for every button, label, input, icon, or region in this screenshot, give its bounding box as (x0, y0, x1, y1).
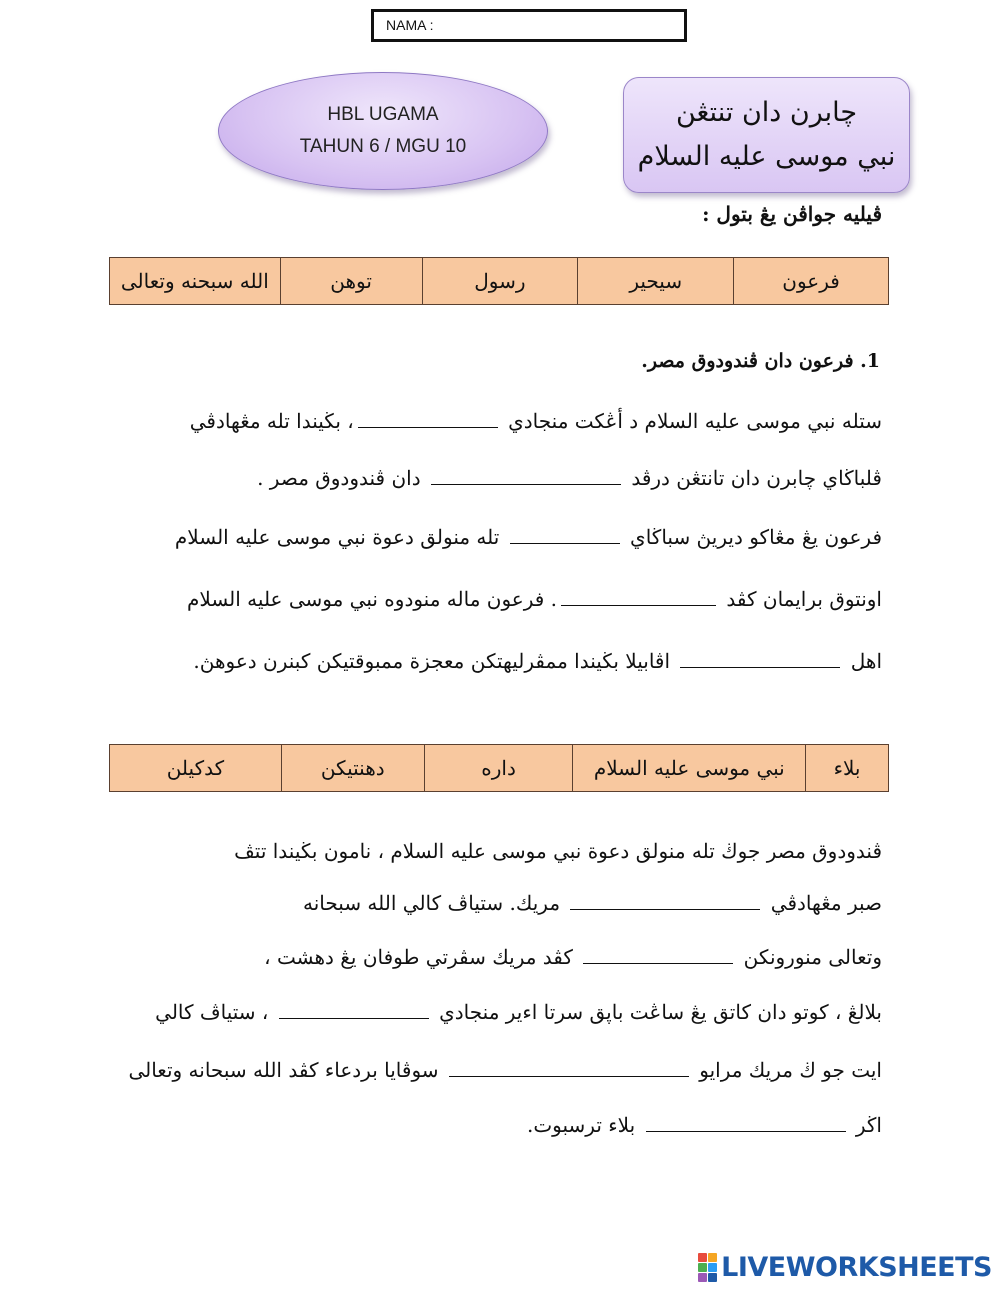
header-ellipse (218, 72, 548, 190)
sentence-fragment: صبر مڠهادڤي (764, 891, 882, 915)
word-bank-2-cell: داره (424, 745, 573, 792)
answer-blank[interactable] (279, 1000, 429, 1019)
answer-blank[interactable] (449, 1058, 689, 1077)
name-label: NAMA : (386, 17, 434, 33)
answer-blank[interactable] (570, 891, 760, 910)
title-line-2: نبي موسى عليه السلام (637, 141, 896, 172)
answer-blank[interactable] (646, 1113, 846, 1132)
section-1-line (190, 406, 882, 436)
sentence-fragment: اڤابيلا بڬيندا ممڤرليهتكن معجزة ممبوقتيكن كبنرن دعوهڽ. (193, 649, 677, 673)
instruction-text: ڤيليه جواڤن يڠ بتول : (702, 202, 882, 226)
sentence-fragment: ڤلباڬاي چابرن دان تانتڠن درڤد (624, 466, 882, 490)
word-bank-1 (109, 257, 889, 305)
word-bank-2-cell: نبي موسى عليه السلام (573, 745, 806, 792)
sentence-fragment: ، بڬيندا تله مڠهادڤي (189, 409, 354, 433)
section-1-line (257, 463, 882, 493)
word-bank-1-cell: توهن (280, 258, 422, 305)
sentence-fragment: فرعون يڠ مڠاكو ديريڽ سباڬاي (623, 525, 882, 549)
section-2-line (303, 888, 882, 918)
sentence-fragment: كڤد مريك سڤرتي طوفان يڠ دهشت ، (264, 945, 580, 969)
word-bank-2-cell: كدكيلن (110, 745, 282, 792)
answer-blank[interactable] (680, 649, 840, 668)
liveworksheets-logo-text: LIVEWORKSHEETS (721, 1252, 992, 1283)
title-box (623, 77, 910, 193)
section-1-line (175, 522, 882, 552)
answer-blank[interactable] (510, 525, 620, 544)
sentence-fragment: ستله نبي موسى عليه السلام د أڠكت منجادي (501, 409, 882, 433)
sentence-fragment: سوڤايا بردعاء كڤد الله سبحانه وتعالى (128, 1058, 445, 1082)
section-1-line (187, 584, 882, 614)
word-bank-1-cell: فرعون (734, 258, 889, 305)
section-2-line (155, 997, 882, 1027)
sentence-fragment: بلاء ترسبوت. (526, 1113, 642, 1137)
word-bank-1-cell: الله سبحنه وتعالى (110, 258, 281, 305)
answer-blank[interactable] (358, 409, 498, 428)
sentence-fragment: ، ستياڤ كالي (155, 1000, 275, 1024)
word-bank-2-cell: بلاء (806, 745, 889, 792)
sentence-fragment: وتعالى منورونكن (737, 945, 882, 969)
word-bank-2-cell: دهنتيكن (281, 745, 424, 792)
section-1-line (193, 646, 882, 676)
sentence-fragment: دان ڤندودوق مصر . (257, 466, 427, 490)
title-line-1: چابرن دان تنتڠن (675, 97, 858, 128)
sentence-fragment: تله منولق دعوة نبي موسى عليه السلام (174, 525, 506, 549)
answer-blank[interactable] (561, 587, 716, 606)
sentence-fragment: اهل (844, 649, 882, 673)
word-bank-2 (109, 744, 889, 792)
name-field[interactable] (371, 9, 687, 42)
sentence-fragment: اڬر (849, 1113, 882, 1137)
section-2-line (234, 836, 882, 866)
word-bank-1-cell: سيحير (578, 258, 734, 305)
sentence-fragment: ڤندودوق مصر جوڬ تله منولق دعوة نبي موسى عليه السلام ، نامون بڬيندا تتڤ (234, 839, 882, 863)
answer-blank[interactable] (431, 466, 621, 485)
sentence-fragment: بلالڠ ، كوتو دان كاتق يڠ ساڠت باڽق سرتا اءير منجادي (432, 1000, 882, 1024)
sentence-fragment: . فرعون ماله منودوه نبي موسى عليه السلام (187, 587, 558, 611)
section-2-line (264, 942, 882, 972)
sentence-fragment: ايت جو ڬ مريك مرايو (692, 1058, 882, 1082)
sentence-fragment: اونتوق برايمان كڤد (720, 587, 882, 611)
liveworksheets-logo (698, 1252, 992, 1283)
sentence-fragment: مريك. ستياڤ كالي الله سبحانه (302, 891, 567, 915)
header-year-week: TAHUN 6 / MGU 10 (299, 136, 467, 157)
liveworksheets-logo-icon (698, 1253, 717, 1282)
section-2-line (527, 1110, 882, 1140)
section-1-title: 1. فرعون دان ڤندودوق مصر. (641, 350, 880, 372)
answer-blank[interactable] (583, 945, 733, 964)
header-subject: HBL UGAMA (327, 104, 439, 125)
word-bank-1-cell: رسول (422, 258, 578, 305)
section-2-line (128, 1055, 882, 1085)
